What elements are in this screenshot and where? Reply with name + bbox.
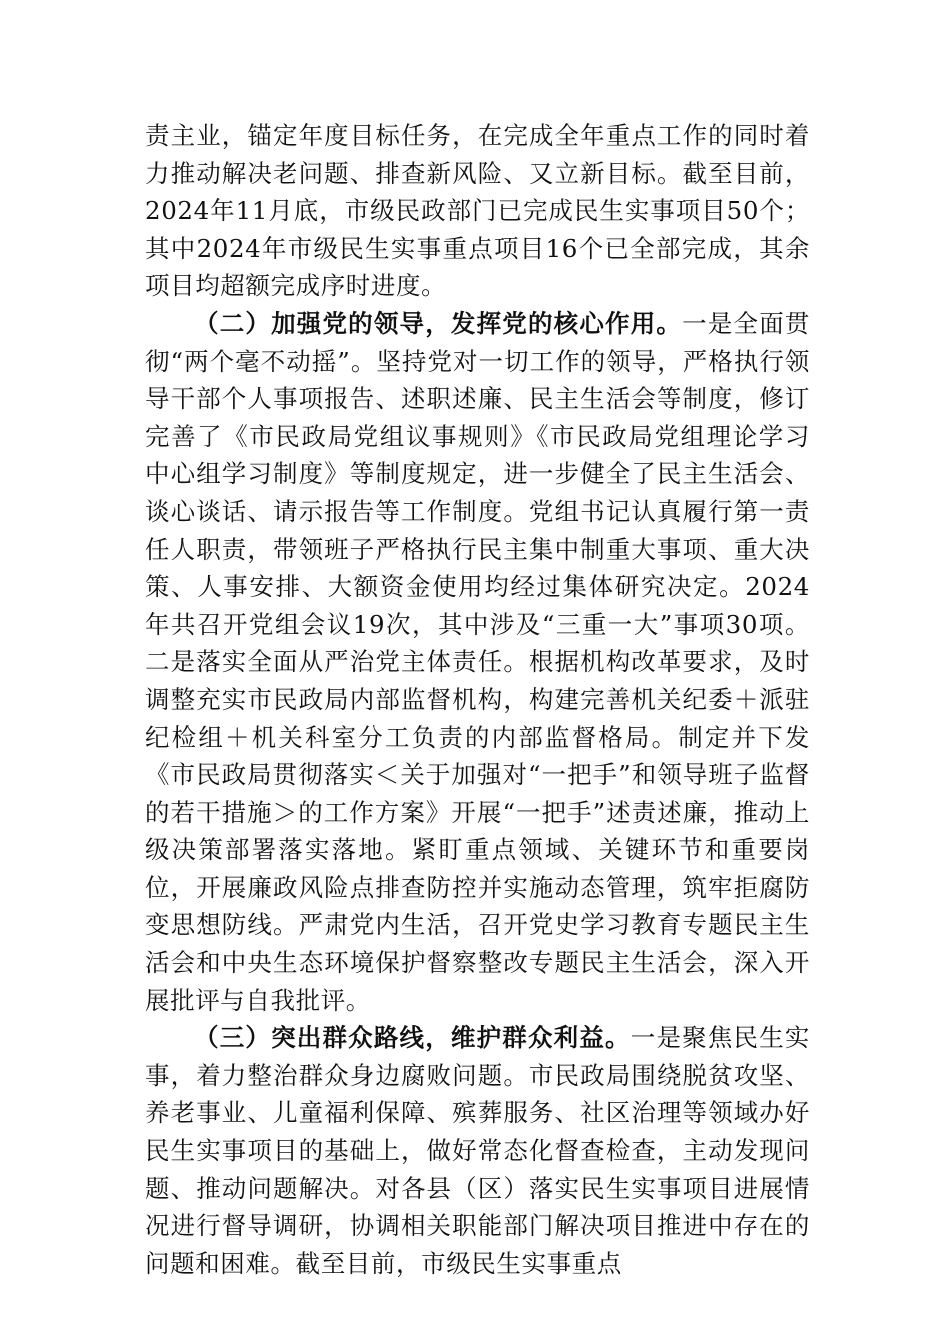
section-heading-3: （三）突出群众路线，维护群众利益。: [194, 1023, 631, 1053]
section-heading-2: （二）加强党的领导，发挥党的核心作用。: [194, 308, 683, 338]
paragraph-1: [145, 117, 810, 305]
paragraph-1-text: 责主业，锚定年度目标任务，在完成全年重点工作的同时着力推动解决老问题、排查新风险、又立新目标。截至目前，2024年11月底，市级民政部门已完成民生实事项目50个；其中2024年市级民生实事重点项目16个已全部完成，其余项目均超额完成序时进度。: [145, 121, 810, 301]
paragraph-2: [145, 305, 810, 1019]
paragraph-2-text: 一是全面贯彻“两个毫不动摇”。坚持党对一切工作的领导，严格执行领导干部个人事项报告、述职述廉、民主生活会等制度，修订完善了《市民政局党组议事规则》《市民政局党组理论学习中心组学习制度》等制度规定，进一步健全了民主生活会、谈心谈话、请示报告等工作制度。党组书记认真履行第一责任人职责，带领班子严格执行民主集中制重大事项、重大决策、人事安排、大额资金使用均经过集体研究决定。2024年共召开党组会议19次，其中涉及“三重一大”事项30项。二是落实全面从严治党主体责任。根据机构改革要求，及时调整充实市民政局内部监督机构，构建完善机关纪委＋派驻纪检组＋机关科室分工负责的内部监督格局。制定并下发《市民政局贯彻落实＜关于加强对“一把手”和领导班子监督的若干措施＞的工作方案》开展“一把手”述责述廉，推动上级决策部署落实落地。紧盯重点领域、关键环节和重要岗位，开展廉政风险点排查防控并实施动态管理，筑牢拒腐防变思想防线。严肃党内生活，召开党史学习教育专题民主生活会和中央生态环境保护督察整改专题民主生活会，深入开展批评与自我批评。: [145, 308, 811, 1015]
paragraph-3: [145, 1019, 810, 1282]
document-body: [145, 117, 810, 1282]
paragraph-3-text: 一是聚焦民生实事，着力整治群众身边腐败问题。市民政局围绕脱贫攻坚、养老事业、儿童福利保障、殡葬服务、社区治理等领域办好民生实事项目的基础上，做好常态化督查检查，主动发现问题、推动问题解决。对各县（区）落实民生实事项目进展情况进行督导调研，协调相关职能部门解决项目推进中存在的问题和困难。截至目前，市级民生实事重点: [145, 1023, 810, 1278]
